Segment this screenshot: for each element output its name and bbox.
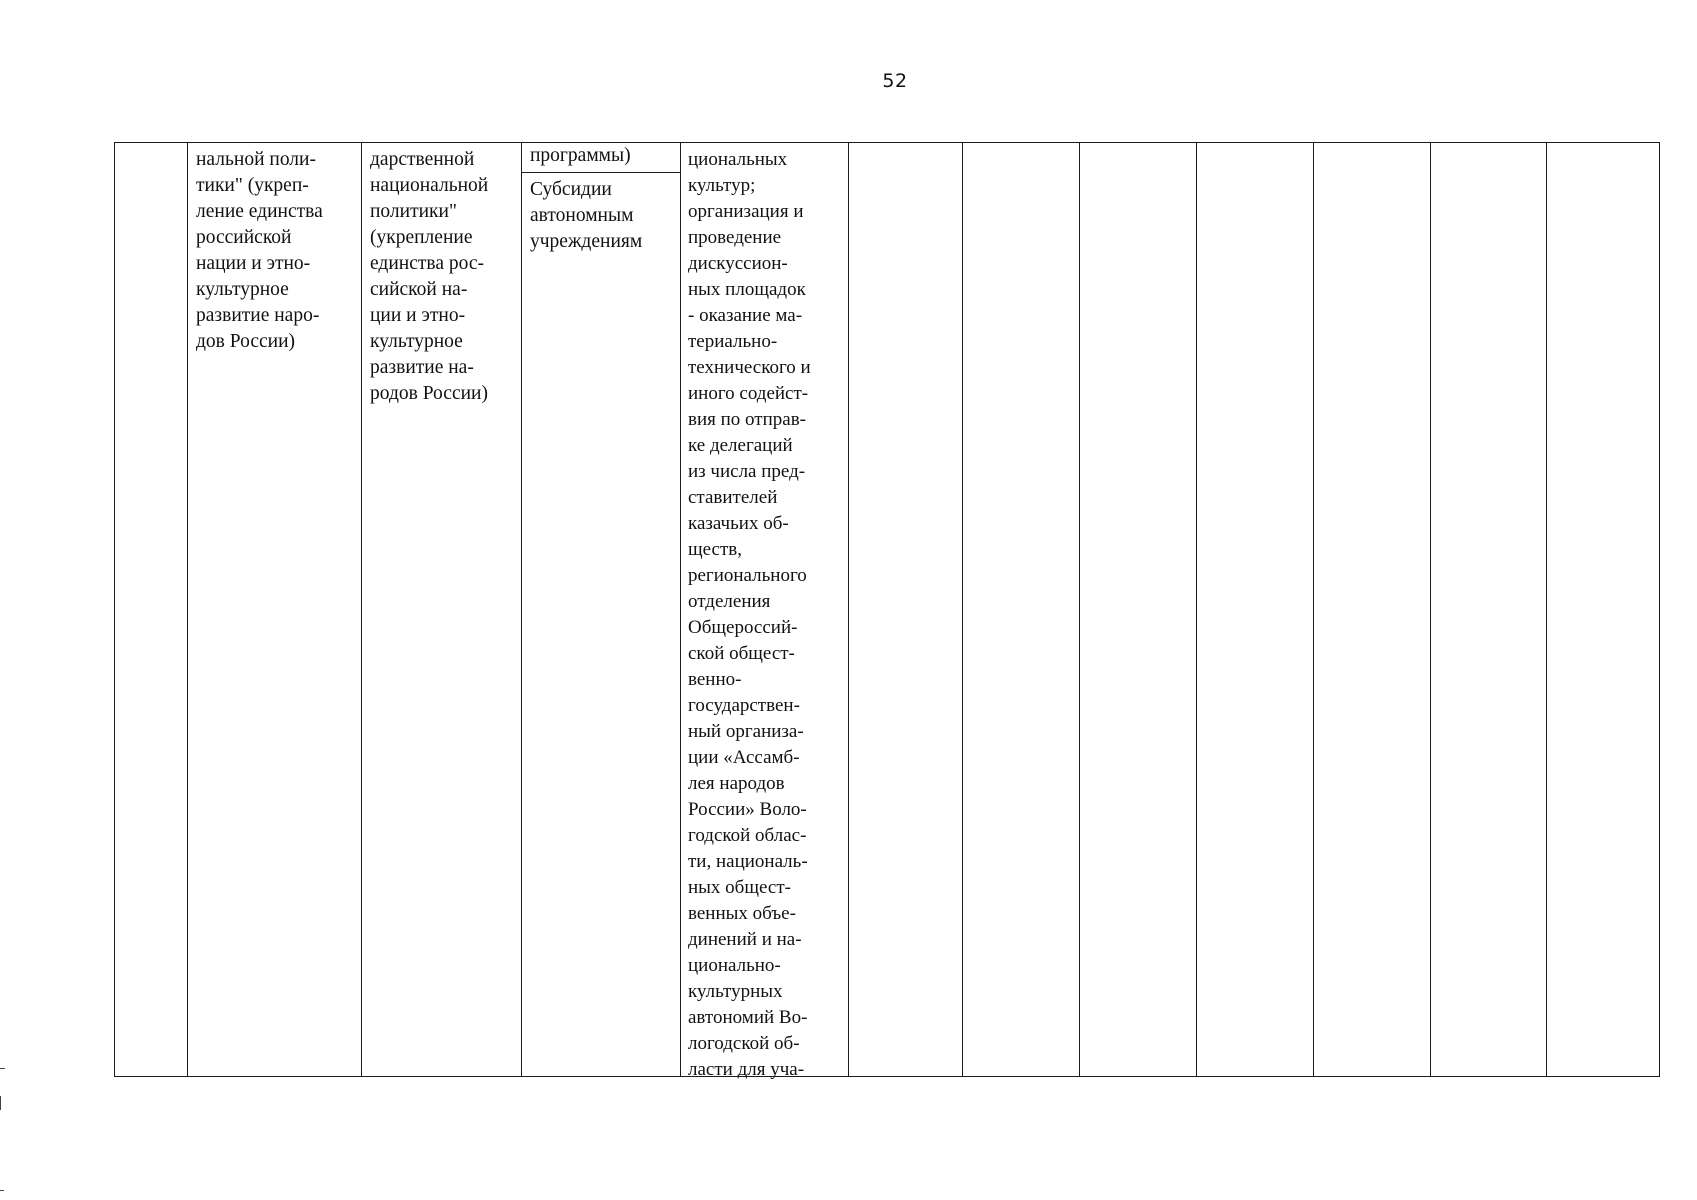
table-col-12 — [1547, 143, 1661, 1076]
table-col-11 — [1431, 143, 1547, 1076]
table-cell-subsidies: Субсидии автономным учреждениям — [530, 179, 643, 252]
scan-artifact-mark — [0, 1068, 5, 1069]
table-col-3 — [362, 143, 522, 1076]
table-col-10 — [1314, 143, 1431, 1076]
scan-artifact-mark — [0, 1190, 4, 1191]
table-cell-activities: циональных культур; организация и проведение дискуссион- ных площадок - оказание ма- териально- технического и иного содейст- вия по отправ- ке делегаций из числа пред- ставителей казачьих об- ществ, регионального отделения Общероссий- ской общест- венно- государствен- ный организа- ции «Ассамб- лея народов России» Воло- годской облас- ти, националь- ных общест- венных объе- динений и на- ционально- культурных автономий Во- логодской об- ласти для уча- — [688, 149, 811, 1080]
table-col-5 — [681, 143, 849, 1080]
table-col-2 — [188, 143, 362, 1076]
budget-table — [114, 142, 1660, 1080]
table-cell-program-name: нальной поли- тики" (укреп- ление единства российской нации и этно- культурное развитие наро- дов России) — [196, 149, 323, 352]
table-cell-subprogram-name: дарственной национальной политики" (укрепление единства рос- сийской на- ции и этно- культурное развитие на- родов России) — [370, 149, 489, 404]
table-col-9 — [1197, 143, 1314, 1076]
table-cell-program-end: программы) — [522, 143, 680, 173]
table-col-7 — [963, 143, 1080, 1076]
table-col-4 — [522, 143, 681, 1076]
scan-artifact-mark — [0, 1096, 5, 1110]
table-col-8 — [1080, 143, 1197, 1076]
table-col-1 — [115, 143, 188, 1076]
table-col-6 — [849, 143, 963, 1076]
page-number: 52 — [882, 70, 908, 92]
